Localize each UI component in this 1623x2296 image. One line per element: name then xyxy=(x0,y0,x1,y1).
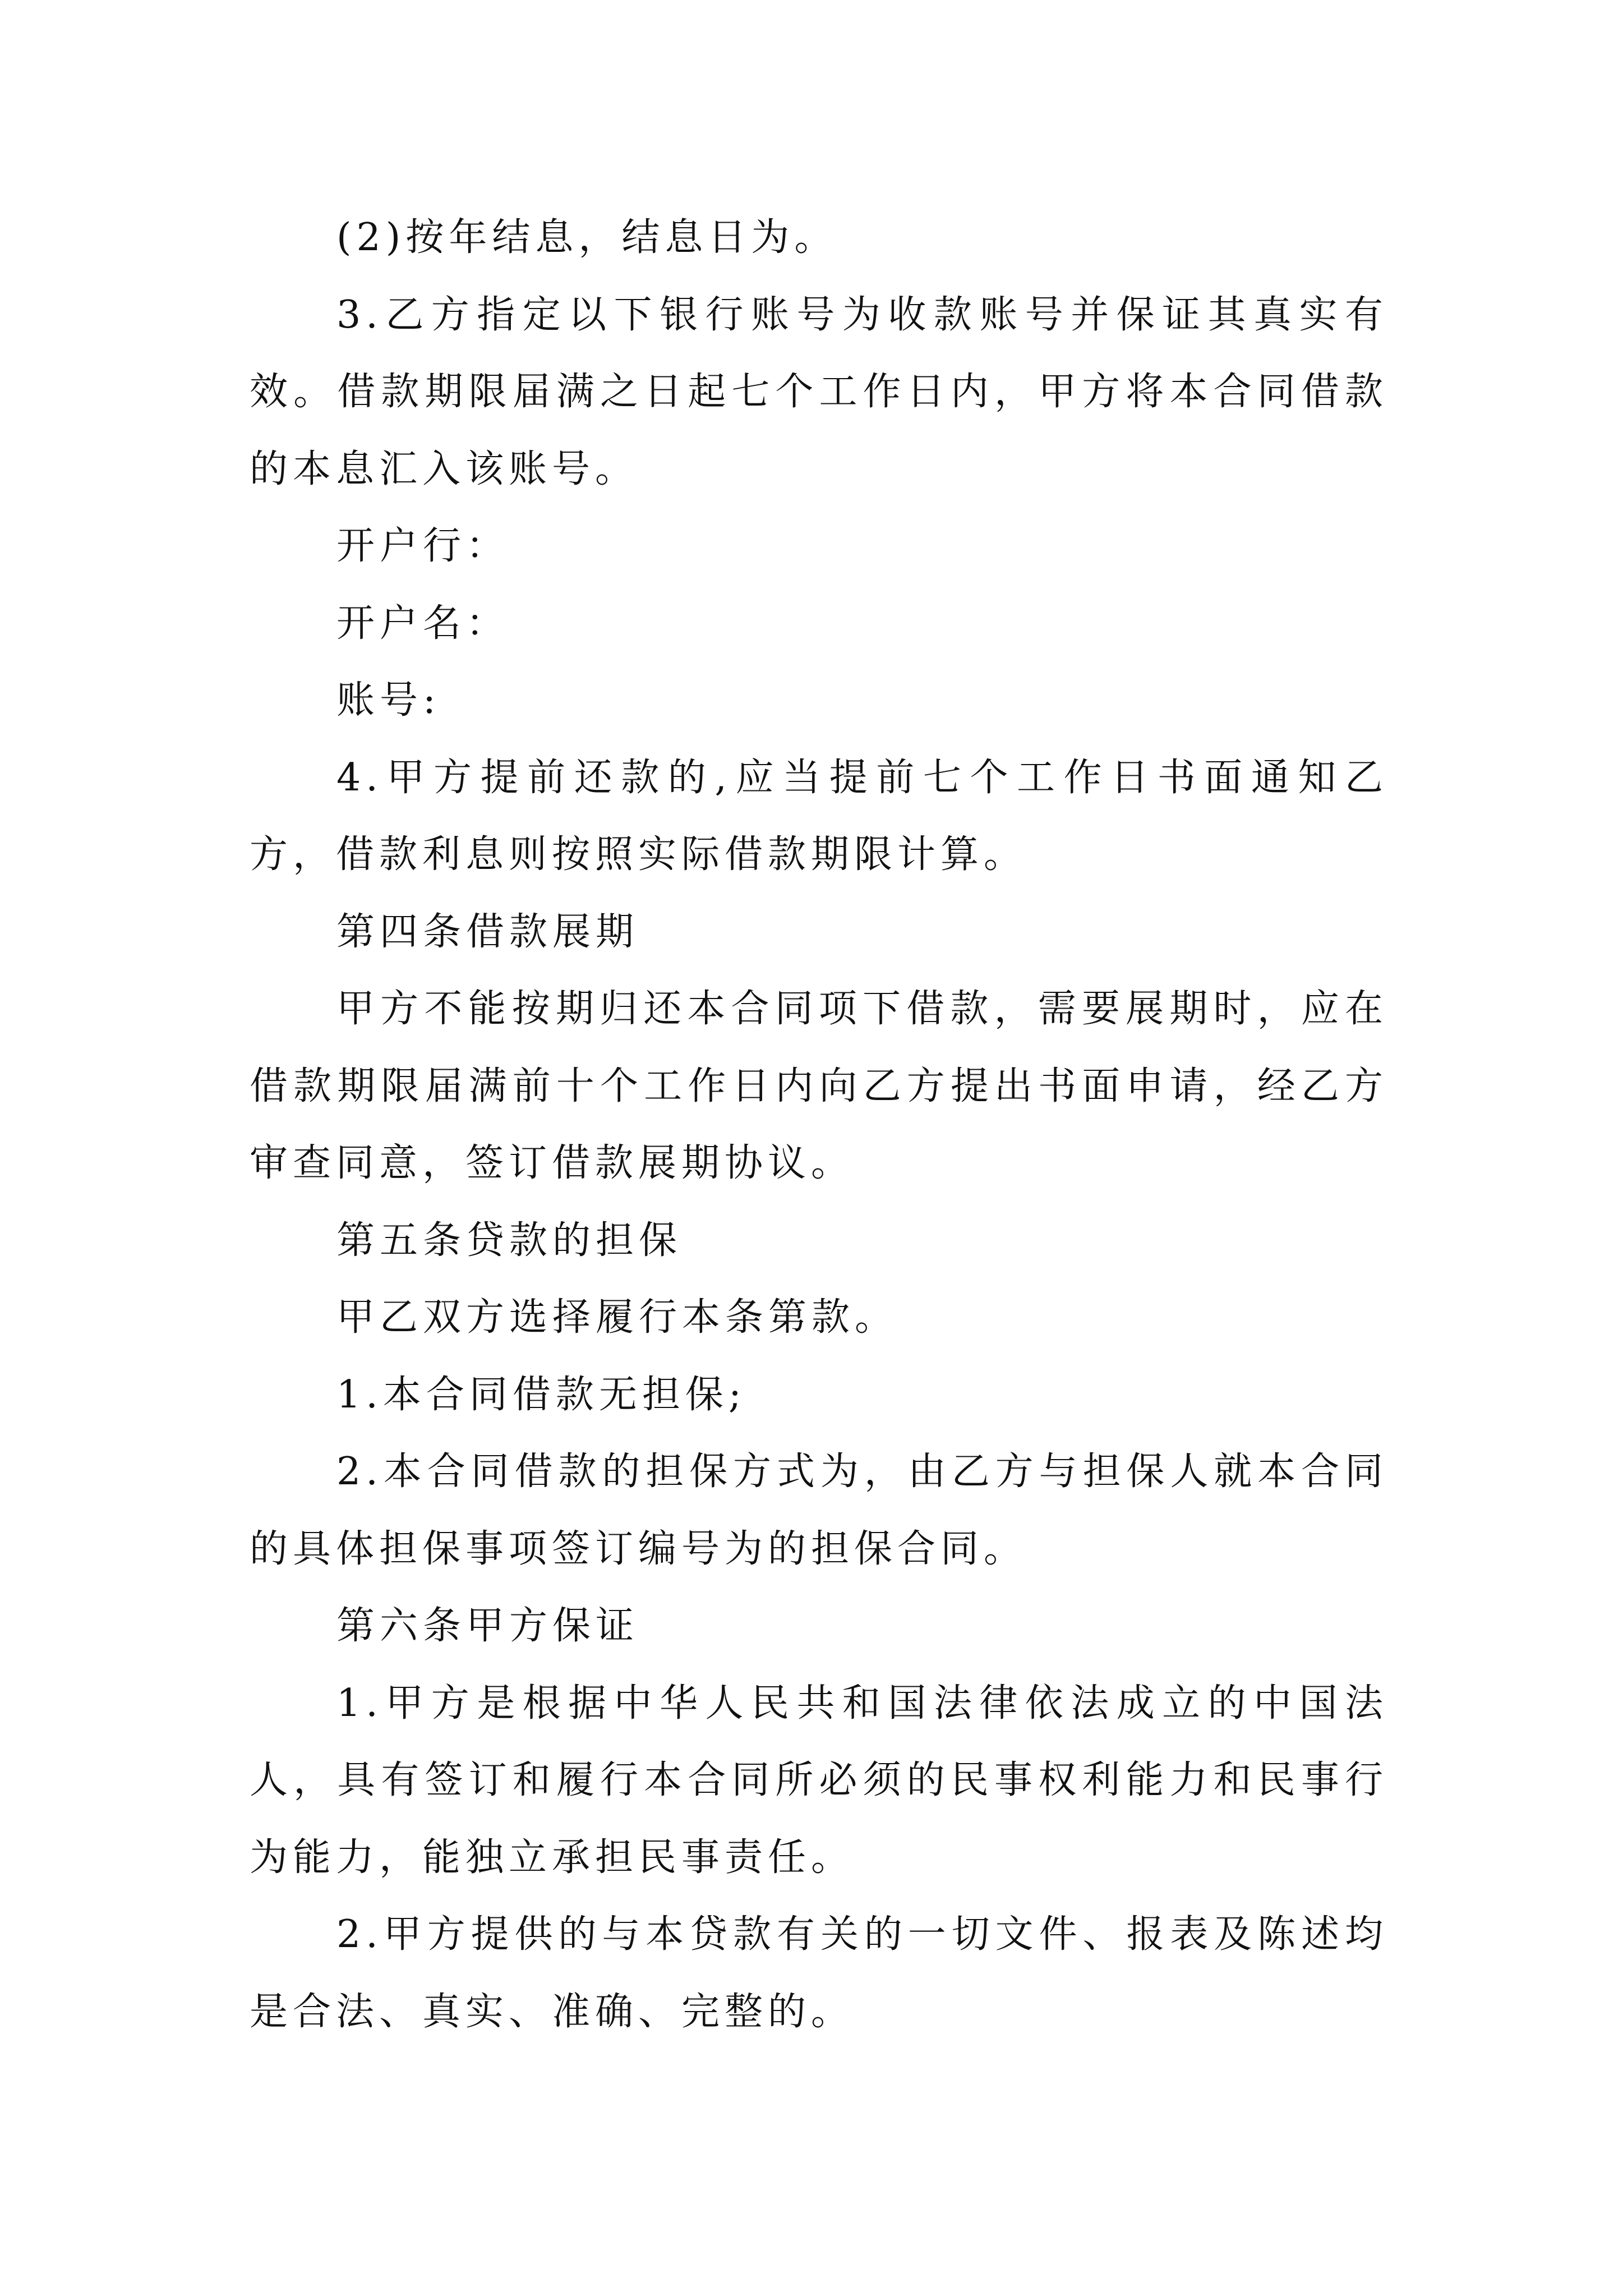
paragraph-legal-person: 1.甲方是根据中华人民共和国法律依法成立的中国法人，具有签订和履行本合同所必须的民事权利能力和民事行为能力，能独立承担民事责任。 xyxy=(250,1681,1388,1880)
paragraph-guarantee-method: 2.本合同借款的担保方式为，由乙方与担保人就本合同的具体担保事项签订编号为的担保合同。 xyxy=(250,1450,1388,1571)
paragraph-interest-annual: (2)按年结息，结息日为。 xyxy=(336,215,838,260)
paragraph-account-name: 开户名： xyxy=(336,601,510,646)
paragraph-documents-truthful: 2.甲方提供的与本贷款有关的一切文件、报表及陈述均是合法、真实、准确、完整的。 xyxy=(250,1912,1388,2034)
paragraph-no-guarantee: 1.本合同借款无担保; xyxy=(336,1372,746,1417)
heading-article-4: 第四条借款展期 xyxy=(336,909,639,954)
paragraph-early-repayment: 4.甲方提前还款的,应当提前七个工作日书面通知乙方，借款利息则按照实际借款期限计算。 xyxy=(250,755,1388,877)
paragraph-guarantee-choice: 甲乙双方选择履行本条第款。 xyxy=(336,1295,898,1340)
heading-article-6: 第六条甲方保证 xyxy=(336,1604,639,1648)
document-body xyxy=(250,199,1388,2050)
paragraph-opening-bank: 开户行： xyxy=(336,524,510,568)
paragraph-account-number: 账号: xyxy=(336,678,441,723)
paragraph-bank-account-designation: 3.乙方指定以下银行账号为收款账号并保证其真实有效。借款期限届满之日起七个工作日内，甲方将本合同借款的本息汇入该账号。 xyxy=(250,292,1388,491)
heading-article-5: 第五条贷款的担保 xyxy=(336,1218,683,1263)
paragraph-loan-extension: 甲方不能按期归还本合同项下借款，需要展期时，应在借款期限届满前十个工作日内向乙方提出书面申请，经乙方审查同意，签订借款展期协议。 xyxy=(250,987,1388,1185)
